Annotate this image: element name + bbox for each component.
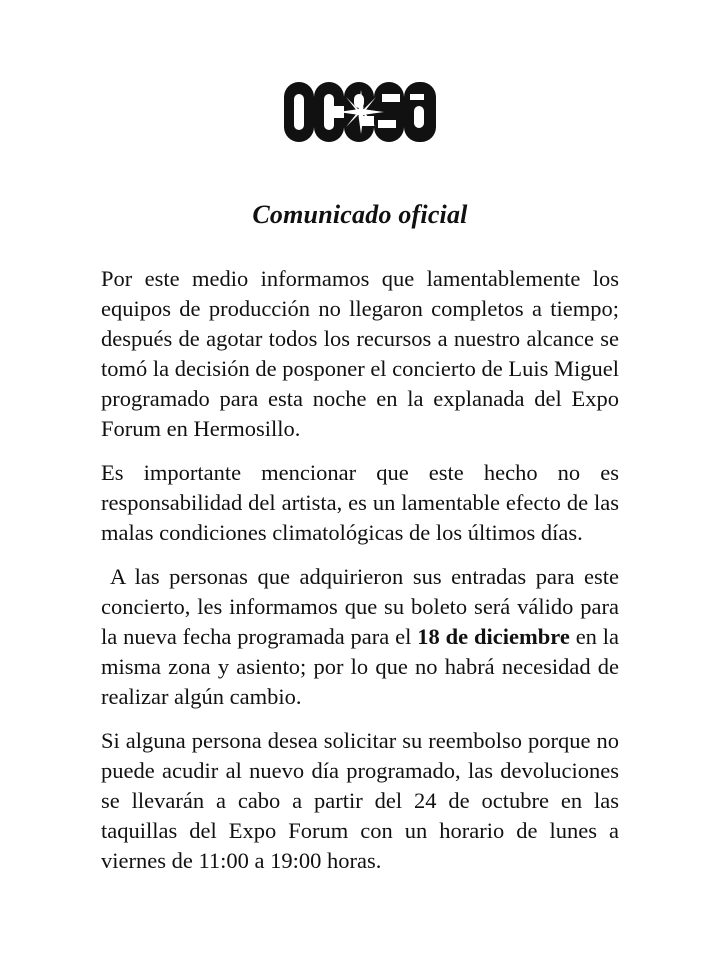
statement-body bbox=[101, 264, 619, 890]
ocesa-logo-icon bbox=[282, 80, 438, 144]
paragraph-2: Es importante mencionar que este hecho no es responsabilidad del artista, es un lamentable efecto de las malas condiciones climatológicas de los últimos días. bbox=[101, 460, 619, 545]
paragraph-1: Por este medio informamos que lamentablemente los equipos de producción no llegaron completos a tiempo; después de agotar todos los recursos a nuestro alcance se tomó la decisión de posponer el concierto de Luis Miguel programado para esta noche en la explanada del Expo Forum en Hermosillo. bbox=[101, 266, 619, 441]
page-title: Comunicado oficial bbox=[252, 200, 468, 229]
paragraph-3-after: en la misma zona y asiento; por lo que no habrá necesidad de realizar algún cambio. bbox=[101, 624, 620, 709]
ocesa-logo bbox=[282, 80, 438, 144]
highlighted-date: 18 de diciembre bbox=[417, 624, 570, 649]
paragraph-3 bbox=[101, 562, 619, 712]
paragraph-3-before: A las personas que adquirieron sus entradas para este concierto, les informamos que su boleto será válido para la nueva fecha programada para el bbox=[101, 564, 619, 649]
paragraph-4: Si alguna persona desea solicitar su reembolso porque no puede acudir al nuevo día programado, las devoluciones se llevarán a cabo a partir del 24 de octubre en las taquillas del Expo Forum con un horario de lunes a viernes de 11:00 a 19:00 horas. bbox=[101, 728, 619, 873]
